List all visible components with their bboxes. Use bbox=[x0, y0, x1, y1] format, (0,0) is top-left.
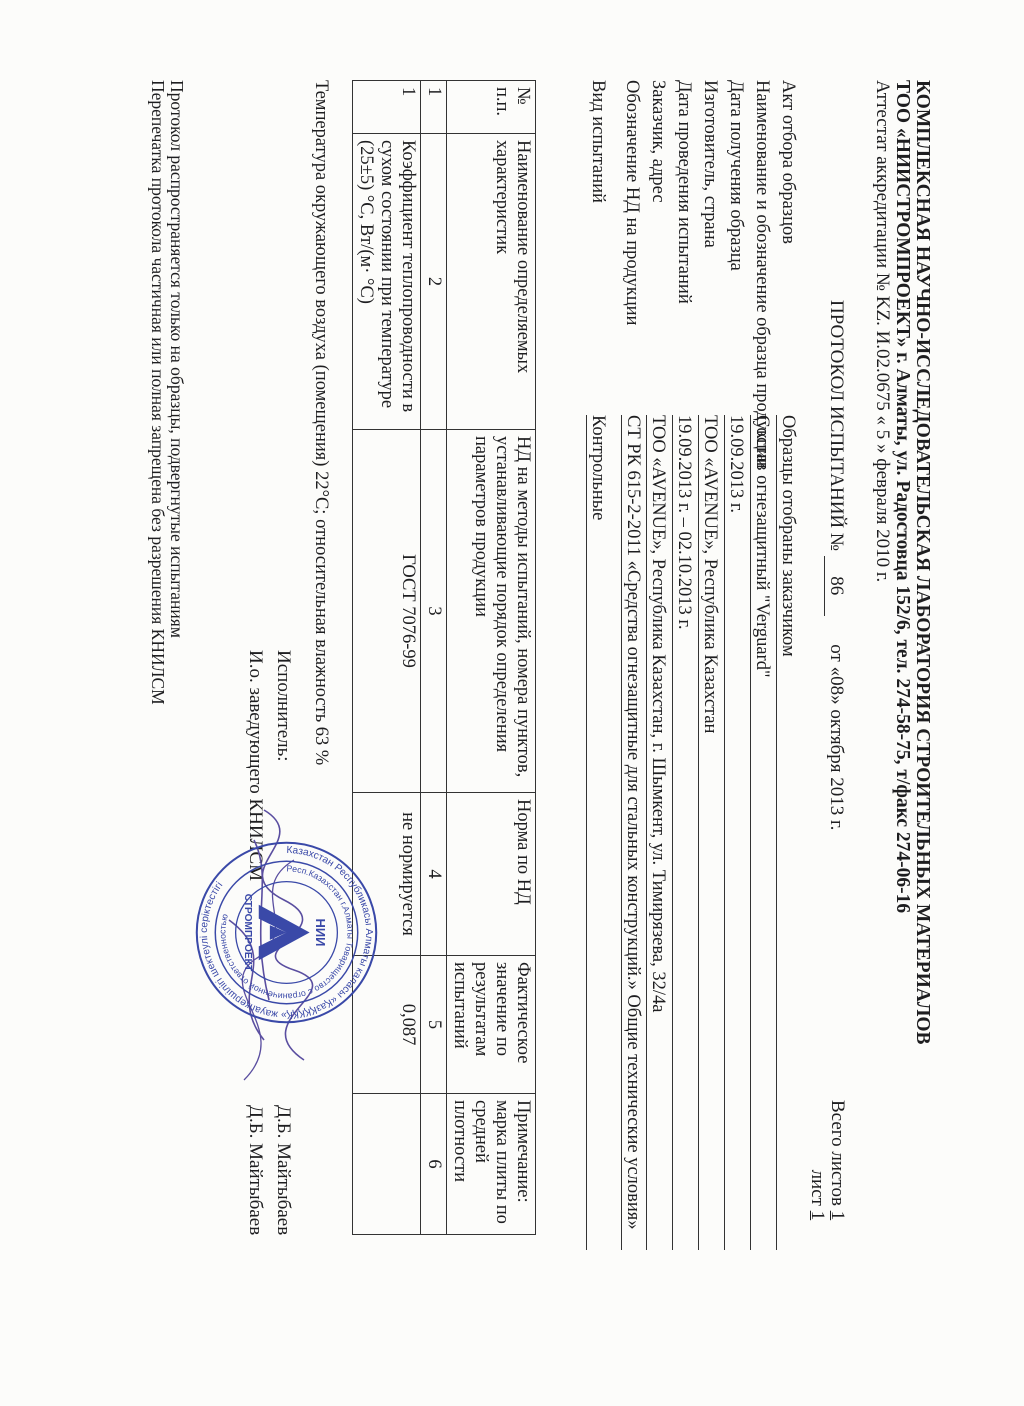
executor-name: Д.Б. Майтыбаев bbox=[273, 1105, 294, 1236]
header-cell-actual: Фактическое значение по результатам испытаний bbox=[447, 956, 536, 1094]
header-cell-characteristic: Наименование определяемых характеристик bbox=[447, 134, 536, 430]
footer-line-1: Протокол распространяется только на образцы, подвергнутые испытаниям bbox=[167, 80, 187, 638]
field-value: Контрольные bbox=[586, 415, 609, 1250]
field-value: 19.09.2013 г. – 02.10.2013 г. bbox=[672, 415, 695, 1250]
field-value: Состав огнезащитный "Verguard" bbox=[750, 415, 773, 1250]
sheet-value: 1 bbox=[807, 1210, 828, 1221]
row-number: 1 bbox=[353, 81, 421, 134]
company-address: ТОО «НИИСТРОМПРОЕКТ» г. Алматы, ул. Радостовца 152/6, тел. 274-58-75, т/факс 274-06-16 bbox=[892, 80, 913, 914]
sheet-label: лист bbox=[807, 1169, 828, 1206]
stamp-mid-text: Респ.Казахстан г.Алматы Товарищество с ограниченной ответственностью bbox=[217, 863, 356, 1002]
row-actual: 0,087 bbox=[353, 956, 421, 1094]
sheets-total-value: 1 bbox=[827, 1210, 848, 1221]
field-value: ТОО «AVENUE», Республика Казахстан, г. Шымкент, ул. Тимирязева, 32/4а bbox=[646, 415, 669, 1250]
table-row bbox=[353, 81, 421, 1235]
header-cell-number: № п.п. bbox=[447, 81, 536, 134]
sheets-total-label: Всего листов bbox=[827, 1100, 848, 1206]
lab-name: КОМПЛЕКСНАЯ НАУЧНО-ИССЛЕДОВАТЕЛЬСКАЯ ЛАБОРАТОРИЯ СТРОИТЕЛЬНЫХ МАТЕРИАЛОВ bbox=[912, 80, 933, 1045]
row-note bbox=[353, 1094, 421, 1235]
test-conditions: Температура окружающего воздуха (помещения) 22°С; относительная влажность 63 % bbox=[311, 80, 331, 766]
field-label: Акт отбора образцов bbox=[778, 80, 798, 244]
index-cell: 3 bbox=[421, 430, 447, 793]
protocol-title bbox=[824, 300, 847, 830]
field-row bbox=[747, 80, 773, 1250]
footer-notes bbox=[148, 80, 186, 705]
field-label: Вид испытаний bbox=[588, 80, 608, 203]
table-header-row bbox=[447, 81, 536, 1235]
table-index-row bbox=[421, 81, 447, 1235]
protocol-number: 86 bbox=[824, 556, 847, 616]
index-cell: 1 bbox=[421, 81, 447, 134]
stamp-emblem-icon bbox=[259, 905, 310, 961]
field-label: Наименование и обозначение образца продукции bbox=[752, 80, 772, 469]
field-label: Обозначение НД на продукции bbox=[622, 80, 642, 326]
field-value: СТ РК 615-2-2011 «Средства огнезащитные для стальных конструкций.» Общие технические условия» bbox=[621, 415, 643, 1250]
footer-line-2: Перепечатка протокола частичная или полная запрещена без разрешения КНИЛСМ bbox=[148, 80, 168, 705]
field-value: ТОО «AVENUE», Республика Казахстан bbox=[698, 415, 721, 1250]
header-cell-method: НД на методы испытаний, номера пунктов, устанавливающие порядок определения параметров продукции bbox=[447, 430, 536, 793]
field-label: Заказчик, адрес bbox=[648, 80, 668, 203]
field-row bbox=[695, 80, 721, 1250]
header-cell-norm: Норма по НД bbox=[447, 793, 536, 956]
document-header bbox=[872, 80, 932, 1230]
header-cell-note: Примечание: марка плиты по средней плотности bbox=[447, 1094, 536, 1235]
sample-info-fields bbox=[583, 80, 799, 1250]
row-norm: не нормируется bbox=[353, 793, 421, 956]
organization-stamp bbox=[194, 840, 379, 1025]
executor-label: Исполнитель: bbox=[273, 650, 294, 762]
protocol-date: от «08» октября 2013 г. bbox=[826, 644, 847, 831]
row-method: ГОСТ 7076-99 bbox=[353, 430, 421, 793]
sheet-counter bbox=[807, 1100, 847, 1220]
index-cell: 6 bbox=[421, 1094, 447, 1235]
field-label: Дата проведения испытаний bbox=[674, 80, 694, 304]
field-value: Образцы отобраны заказчиком bbox=[776, 415, 799, 1250]
index-cell: 2 bbox=[421, 134, 447, 430]
field-row bbox=[583, 80, 609, 1250]
field-row bbox=[643, 80, 669, 1250]
field-label: Дата получения образца bbox=[726, 80, 746, 271]
stamp-center-top: НИИ bbox=[313, 918, 329, 947]
head-label: И.о. заведующего КНИЛСМ bbox=[245, 650, 266, 882]
field-row bbox=[669, 80, 695, 1250]
field-value: 19.09.2013 г. bbox=[724, 415, 747, 1250]
accreditation-line: Аттестат аккредитации № KZ. И.02.0675 « 5 » февраля 2010 г. bbox=[872, 80, 893, 583]
head-name: Д.Б. Майтыбаев bbox=[245, 1105, 266, 1236]
results-table bbox=[352, 80, 536, 1235]
protocol-title-label: ПРОТОКОЛ ИСПЫТАНИЙ № bbox=[826, 300, 847, 552]
stamp-center-bottom: СТРОМПРОЕКТ bbox=[241, 893, 253, 972]
field-row bbox=[773, 80, 799, 1250]
index-cell: 4 bbox=[421, 793, 447, 956]
index-cell: 5 bbox=[421, 956, 447, 1094]
field-label: Изготовитель, страна bbox=[700, 80, 720, 248]
field-row bbox=[721, 80, 747, 1250]
field-row bbox=[617, 80, 643, 1250]
stamp-outer-text: Казахстан Республикасы Алматы каласы «ҚазҚҚҚҚҚ» жауапкершілігі шектеулі серіктестігі bbox=[198, 844, 375, 1021]
row-characteristic: Коэффициент теплопроводности в сухом состоянии при температуре (25±5) °С, Вт/(м· °С) bbox=[353, 134, 421, 430]
